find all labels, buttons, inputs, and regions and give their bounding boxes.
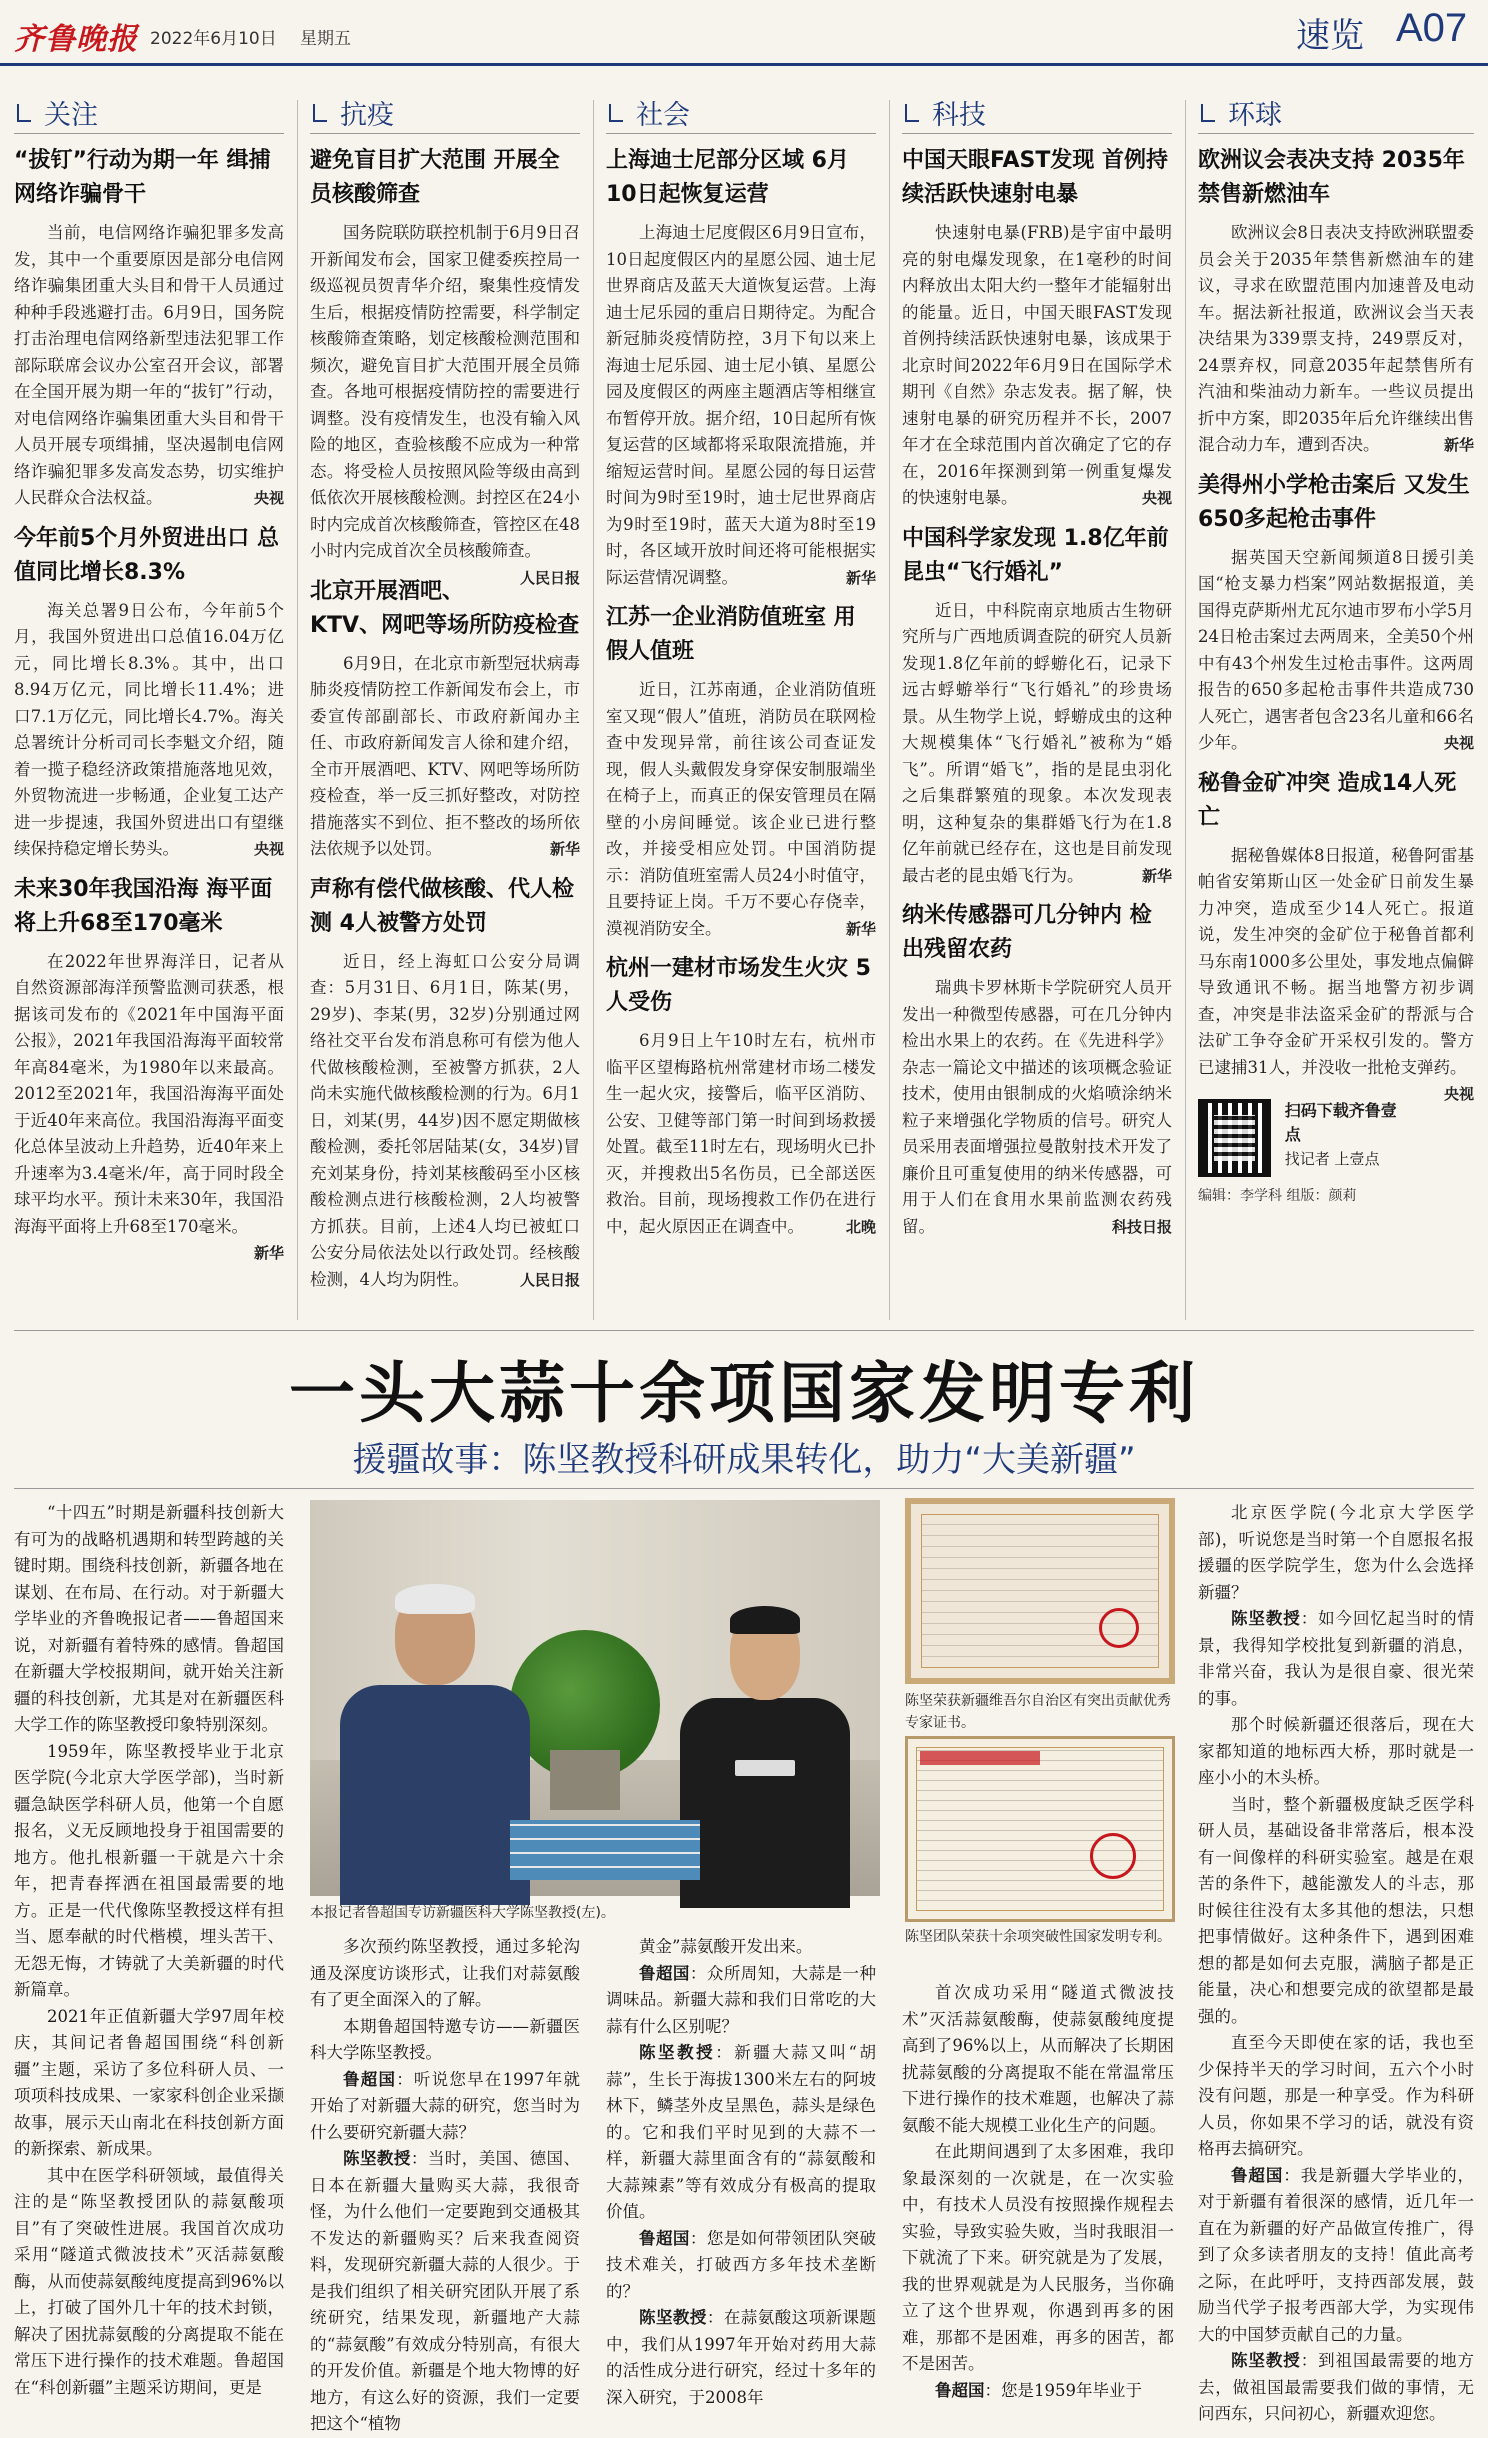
feature-paragraph: 多次预约陈坚教授，通过多轮沟通及深度访谈形式，让我们对蒜氨酸有了更全面深入的了解。 bbox=[310, 1937, 580, 2009]
article-body bbox=[310, 220, 580, 587]
corner-mark-icon bbox=[902, 104, 920, 122]
article-body bbox=[902, 220, 1172, 512]
column-heading bbox=[1198, 92, 1474, 134]
article-text: 海关总署9日公布，今年前5个月，我国外贸进出口总值16.04万亿元，同比增长8.3%。其中，出口8.94万亿元，同比增长11.4%；进口7.1万亿元，同比增长4.7%。海关总署统计分析司司长李魁文介绍，随着一揽子稳经济政策措施落地见效，外贸物流进一步畅通，企业复工达产进一步提速，我国外贸进出口有望继续保持稳定增长势头。 bbox=[14, 600, 284, 858]
article-text: 快速射电暴(FRB)是宇宙中最明亮的射电爆发现象，在1毫秒的时间内释放出太阳大约一整年才能辐射出的能量。近日，中国天眼FAST发现首例持续活跃快速射电暴，该成果于北京时间2022年6月9日在国际学术期刊《自然》杂志发表。据了解，快速射电暴的研究历程并不长，2007年才在全球范围内首次确定了它的存在，2016年探测到第一例重复爆发的快速射电暴。 bbox=[902, 223, 1172, 507]
article-text: 欧洲议会8日表决支持欧洲联盟委员会关于2035年禁售新燃油车的建议，寻求在欧盟范围内加速普及电动车。据法新社报道，欧洲议会当天表决结果为339票支持，249票反对，24票弃权，同意2035年起禁售所有汽油和柴油动力新车。一些议员提出折中方案，即2035年后允许继续出售混合动力车，遭到否决。 bbox=[1198, 223, 1474, 454]
column-society bbox=[606, 92, 876, 1328]
issue-date: 2022年6月10日 bbox=[150, 29, 277, 49]
article-title: 中国天眼FAST发现 首例持续活跃快速射电暴 bbox=[902, 148, 1169, 207]
article-body bbox=[14, 949, 284, 1262]
article-body bbox=[606, 1028, 876, 1240]
column-heading-label: 关注 bbox=[44, 100, 98, 131]
issue-weekday: 星期五 bbox=[300, 29, 351, 49]
column-epidemic bbox=[310, 92, 580, 1328]
column-heading-label: 抗疫 bbox=[340, 100, 394, 131]
article-title: 杭州一建材市场发生火灾 5人受伤 bbox=[606, 956, 871, 1015]
article-text: 近日，江苏南通，企业消防值班室又现“假人”值班，消防员在联网检查中发现异常，前往该公司查证发现，假人头戴假发身穿保安制服端坐在椅子上，而真正的保安管理员在隔壁的小房间睡觉。该企业已进行整改，并接受相应处罚。中国消防提示：消防值班室需人员24小时值守，且要持证上岗。千万不要心存侥幸，漠视消防安全。 bbox=[606, 680, 876, 938]
corner-mark-icon bbox=[606, 104, 624, 122]
qr-promo bbox=[1198, 1099, 1403, 1177]
article-title: 上海迪士尼部分区域 6月10日起恢复运营 bbox=[606, 148, 849, 207]
article-title: 未来30年我国沿海 海平面将上升68至170毫米 bbox=[14, 876, 273, 936]
article-text: 当前，电信网络诈骗犯罪多发高发，其中一个重要原因是部分电信网络诈骗集团重大头目和骨干人员通过种种手段逃避打击。6月9日，国务院打击治理电信网络新型违法犯罪工作部际联席会议办公室召开会议，部署在全国开展为期一年的“拔钉”行动，对电信网络诈骗集团重大头目和骨干人员开展专项缉捕，坚决遏制电信网络诈骗犯罪多发高发态势，切实维护人民群众合法权益。 bbox=[14, 223, 284, 507]
masthead bbox=[0, 0, 1488, 66]
feature-paragraph: 鲁超国：您是如何带领团队突破技术难关，打破西方多年技术垄断的？ bbox=[606, 2228, 877, 2301]
article-title: 避免盲目扩大范围 开展全员核酸筛查 bbox=[310, 148, 560, 207]
column-technology bbox=[902, 92, 1172, 1328]
article-title: 欧洲议会表决支持 2035年禁售新燃油车 bbox=[1198, 148, 1465, 207]
interview-photo bbox=[310, 1500, 880, 1896]
patent-certificate-photo bbox=[905, 1736, 1175, 1922]
speaker-label: 鲁超国 bbox=[935, 2380, 985, 2400]
column-divider bbox=[1185, 100, 1186, 1320]
article-body bbox=[14, 598, 284, 863]
article-title: 美得州小学枪击案后 又发生650多起枪击事件 bbox=[1198, 472, 1470, 532]
article-text: 6月9日上午10时左右，杭州市临平区望梅路杭州常建材市场二楼发生一起火灾，接警后，临平区消防、公安、卫健等部门第一时间到场救援处置。截至11时左右，现场明火已扑灭，并搜救出5名伤员，已全部送医救治。目前，现场搜救工作仍在进行中，起火原因正在调查中。 bbox=[606, 1031, 876, 1236]
feature-paragraph: 2021年正值新疆大学97周年校庆，其间记者鲁超国围绕“科创新疆”主题，采访了多位科研人员、一项项科技成果、一家家科创企业采撷故事，展示天山南北在科技创新方面的新探索、新成果。 bbox=[14, 2006, 284, 2158]
speaker-label: 陈坚教授 bbox=[639, 2043, 716, 2062]
article-text: 据秘鲁媒体8日报道，秘鲁阿雷基帕省安第斯山区一处金矿日前发生暴力冲突，造成至少14人死亡。报道说，发生冲突的金矿位于秘鲁首都利马东南1000多公里处，事发地点偏僻导致通讯不畅。据当地警方初步调查，冲突是非法盗采金矿的帮派与合法矿工争夺金矿开采权引发的。警方已逮捕31人，并没收一批枪支弹药。 bbox=[1198, 845, 1474, 1077]
feature-paragraph: 直至今天即使在家的话，我也至少保持半天的学习时间，五六个小时没有问题，那是一种享受。作为科研人员，你如果不学习的话，就没有资格再去搞研究。 bbox=[1198, 2033, 1474, 2158]
speaker-label: 陈坚教授 bbox=[1231, 2351, 1301, 2370]
article-source: 北晚 bbox=[845, 1217, 876, 1236]
column-focus bbox=[14, 92, 284, 1328]
article-source: 新华 bbox=[549, 840, 580, 858]
professor-figure bbox=[340, 1590, 530, 1896]
article-title: 北京开展酒吧、KTV、网吧等场所防疫检查 bbox=[310, 578, 580, 638]
expert-certificate-photo bbox=[905, 1498, 1175, 1684]
column-heading-label: 科技 bbox=[932, 100, 986, 131]
article-text: 上海迪士尼度假区6月9日宣布，10日起度假区内的星愿公园、迪士尼世界商店及蓝天大道恢复运营。上海迪士尼乐园的重启日期待定。为配合新冠肺炎疫情防控，3月下旬以来上海迪士尼乐园、迪士尼小镇、星愿公园及度假区的两座主题酒店等相继宣布暂停开放。据介绍，10日起所有恢复运营的区域都将采取限流措施，并缩短运营时间。星愿公园的每日运营时间为9时至19时，迪士尼世界商店为9时至19时，蓝天大道为8时至19时，各区域开放时间还将可能根据实际运营情况调整。 bbox=[606, 223, 876, 587]
feature-paragraph: 鲁超国：众所周知，大蒜是一种调味品。新疆大蒜和我们日常吃的大蒜有什么区别呢？ bbox=[606, 1963, 877, 2036]
reporter-figure bbox=[680, 1610, 850, 1896]
article-text: 国务院联防联控机制于6月9日召开新闻发布会，国家卫健委疾控局一级巡视员贺青华介绍，聚集性疫情发生后，根据疫情防控需要，科学制定核酸筛查策略，划定核酸检测范围和频次，避免盲目扩大范围开展全员筛查。各地可根据疫情防控的需要进行调整。没有疫情发生，也没有输入风险的地区，查验核酸不应成为一种常态。将受检人员按照风险等级由高到低依次开展核酸检测。封控区在24小时内完成首次核酸筛查，管控区在48小时内完成首次全员核酸筛查。 bbox=[310, 223, 580, 560]
section-name: 速览 bbox=[1296, 16, 1364, 56]
speaker-label: 鲁超国 bbox=[1231, 2165, 1284, 2185]
feature-column-4 bbox=[902, 1980, 1174, 2400]
feature-divider bbox=[14, 1488, 1474, 1489]
feature-column-3 bbox=[606, 1934, 877, 2407]
column-heading bbox=[310, 92, 580, 134]
corner-mark-icon bbox=[1198, 104, 1216, 122]
article-title: 今年前5个月外贸进出口 总值同比增长8.3% bbox=[14, 525, 279, 585]
article-body bbox=[902, 975, 1172, 1240]
section-divider bbox=[14, 1330, 1474, 1331]
article-title: 中国科学家发现 1.8亿年前昆虫“飞行婚礼” bbox=[902, 525, 1169, 585]
column-global bbox=[1198, 92, 1474, 1328]
corner-mark-icon bbox=[14, 104, 32, 122]
speaker-label: 陈坚教授 bbox=[1231, 1609, 1301, 1628]
editor-credit: 编辑：李学科 组版：颜莉 bbox=[1198, 1188, 1357, 1204]
feature-paragraph: 首次成功采用“隧道式微波技术”灭活蒜氨酸酶，使蒜氨酸纯度提高到了96%以上，从而解决了长期困扰蒜氨酸的分离提取不能在常温常压下进行操作的技术难题，也解决了蒜氨酸不能大规模工业化生产的问题。 bbox=[902, 1983, 1174, 2135]
article-source: 新华 bbox=[1443, 436, 1474, 454]
feature-paragraph: 当时，整个新疆极度缺乏医学科研人员，基础设备非常落后，根本没有一间像样的科研实验室。越是在艰苦的条件下，越能激发人的斗志，那时候往往没有太多其他的想法，只想把事情做好。这种条件下，遇到困难想的都是如何去克服，满脑子都是正能量，决心和想要完成的欲望都是最强的。 bbox=[1198, 1794, 1474, 2026]
column-heading-label: 环球 bbox=[1228, 100, 1282, 131]
article-body bbox=[1198, 220, 1474, 459]
newspaper-logo: 齐鲁晚报 bbox=[14, 22, 138, 57]
article-source: 科技日报 bbox=[1111, 1217, 1172, 1236]
column-heading-label: 社会 bbox=[636, 100, 690, 131]
article-source: 央视 bbox=[253, 489, 284, 507]
article-body bbox=[606, 677, 876, 942]
speaker-label: 陈坚教授 bbox=[343, 2149, 411, 2168]
column-heading bbox=[606, 92, 876, 134]
column-divider bbox=[593, 100, 594, 1320]
article-source: 央视 bbox=[253, 840, 284, 858]
article-body bbox=[310, 651, 580, 863]
qr-code-icon[interactable] bbox=[1198, 1099, 1271, 1177]
article-text: 瑞典卡罗林斯卡学院研究人员开发出一种微型传感器，可在几分钟内检出水果上的农药。在《先进科学》杂志一篇论文中描述的该项概念验证技术，使用由银制成的火焰喷涂纳米粒子来增强化学物质的信号。研究人员采用表面增强拉曼散射技术开发了廉价且可重复使用的纳米传感器，可用于人们在食用水果前监测农药残留。 bbox=[902, 978, 1172, 1236]
feature-paragraph: 那个时候新疆还很落后，现在大家都知道的地标西大桥，那时就是一座小小的木头桥。 bbox=[1198, 1715, 1474, 1787]
speaker-label: 鲁超国 bbox=[343, 2069, 397, 2089]
article-text: 据英国天空新闻频道8日援引美国“枪支暴力档案”网站数据报道，美国得克萨斯州尤瓦尔迪市罗布小学5月24日枪击案过去两周来，全美50个州中有43个州发生过枪击事件。这两周报告的650多起枪击事件共造成730人死亡，遇害者包含23名儿童和66名少年。 bbox=[1198, 547, 1474, 752]
article-body bbox=[606, 220, 876, 591]
article-title: “拔钉”行动为期一年 缉捕网络诈骗骨干 bbox=[14, 148, 271, 207]
speaker-label: 鲁超国 bbox=[639, 2228, 690, 2248]
article-title: 纳米传感器可几分钟内 检出残留农药 bbox=[902, 903, 1152, 962]
article-source: 新华 bbox=[1141, 866, 1172, 885]
feature-paragraph: 陈坚教授：当时，美国、德国、日本在新疆大量购买大蒜，我很奇怪，为什么他们一定要跑到交通极其不发达的新疆购买？后来我查阅资料，发现研究新疆大蒜的人很少。于是我们组织了相关研究团队开展了系统研究，结果发现，新疆地产大蒜的“蒜氨酸”有效成分特别高，有很大的开发价值。新疆是个地大物博的好地方，有这么好的资源，我们一定要把这个“植物 bbox=[310, 2149, 581, 2433]
feature-paragraph: 陈坚教授：在蒜氨酸这项新课题中，我们从1997年开始对药用大蒜的活性成分进行研究，经过十多年的深入研究，于2008年 bbox=[606, 2308, 877, 2407]
feature-paragraph: “十四五”时期是新疆科技创新大有可为的战略机遇期和转型跨越的关键时期。围绕科技创新，新疆各地在谋划、在布局、在行动。对于新疆大学毕业的齐鲁晚报记者——鲁超国来说，对新疆有着特殊的感情。鲁超国在新疆大学校报期间，就开始关注新疆的科技创新，尤其是对在新疆医科大学工作的陈坚教授印象特别深刻。 bbox=[14, 1503, 284, 1734]
article-source: 新华 bbox=[845, 919, 876, 938]
feature-paragraph: 本期鲁超国特邀专访——新疆医科大学陈坚教授。 bbox=[310, 2016, 580, 2062]
feature-subheadline: 援疆故事：陈坚教授科研成果转化，助力“大美新疆” bbox=[352, 1440, 1136, 1480]
feature-paragraph: 鲁超国：听说您早在1997年就开始了对新疆大蒜的研究，您当时为什么要研究新疆大蒜？ bbox=[310, 2069, 580, 2142]
patent-caption: 陈坚团队荣获十余项突破性国家发明专利。 bbox=[905, 1929, 1171, 1945]
article-title: 江苏一企业消防值班室 用假人值班 bbox=[606, 605, 856, 664]
article-text: 6月9日，在北京市新型冠状病毒肺炎疫情防控工作新闻发布会上，市委宣传部副部长、市政府新闻办主任、市政府新闻发言人徐和建介绍，全市开展酒吧、KTV、网吧等场所防疫检查，举一反三抓好整改，对防控措施落实不到位、拒不整改的场所依法依规予以处罚。 bbox=[310, 653, 580, 858]
article-source: 人民日报 bbox=[519, 568, 580, 587]
column-heading bbox=[902, 92, 1172, 134]
feature-paragraph: 1959年，陈坚教授毕业于北京医学院(今北京大学医学部)，当时新疆急缺医学科研人员，他第一个自愿报名，义无反顾地投身于祖国需要的地方。他扎根新疆一干就是六十余年，把青春挥洒在祖国最需要的地方。正是一代代像陈坚教授这样有担当、愿奉献的时代楷模，埋头苦干、无怨无悔，才铸就了大美新疆的时代新篇章。 bbox=[14, 1741, 284, 1999]
article-title: 声称有偿代做核酸、代人检测 4人被警方处罚 bbox=[310, 876, 575, 936]
feature-paragraph: 鲁超国：您是1959年毕业于 bbox=[935, 2380, 1142, 2400]
feature-paragraph: 鲁超国：我是新疆大学毕业的，对于新疆有着很深的感情，近几年一直在为新疆的好产品做宣传推广，得到了众多读者朋友的支持！值此高考之际，在此呼吁，支持西部发展，鼓励当代学子报考西部大学，为实现伟大的中国梦贡献自己的力量。 bbox=[1198, 2165, 1475, 2344]
article-text: 近日，经上海虹口公安分局调查：5月31日、6月1日，陈某(男，29岁)、李某(男，32岁)分别通过网络社交平台发布消息称可有偿为他人代做核酸检测，至被警方抓获，2人尚未实施代做核酸检测的行为。6月1日，刘某(男，44岁)因不愿定期做核酸检测，委托邻居陆某(女，34岁)冒充刘某身份，持刘某核酸码至小区核酸检测点进行核酸检测，2人均被警方抓获。目前，上述4人均已被虹口公安分局依法处以行政处罚。经核酸检测，4人均为阴性。 bbox=[310, 951, 580, 1289]
article-source: 新华 bbox=[253, 1244, 284, 1262]
article-source: 人民日报 bbox=[519, 1270, 580, 1289]
qr-text bbox=[1285, 1099, 1403, 1171]
feature-paragraph: 陈坚教授：新疆大蒜又叫“胡蒜”，生长于海拔1300米左右的阿坡林下，鳞茎外皮呈黑色，蒜头是绿色的。它和我们平时见到的大蒜不一样，新疆大蒜里面含有的“蒜氨酸和大蒜辣素”等有效成分有极高的提取价值。 bbox=[606, 2043, 876, 2221]
feature-paragraph: 其中在医学科研领域，最值得关注的是“陈坚教授团队的蒜氨酸项目”有了突破性进展。我国首次成功采用“隧道式微波技术”灭活蒜氨酸酶，从而使蒜氨酸纯度提高到96%以上，打破了国外几十年的技术封锁，解决了困扰蒜氨酸的分离提取不能在常压下进行操作的技术难题。鲁超国在“科创新疆”主题采访期间，更是 bbox=[14, 2165, 284, 2397]
feature-headline: 一头大蒜十余项国家发明专利 bbox=[289, 1354, 1199, 1432]
qr-subtitle: 找记者 上壹点 bbox=[1284, 1150, 1380, 1168]
photo-caption: 本报记者鲁超国专访新疆医科大学陈坚教授(左)。 bbox=[310, 1905, 615, 1921]
article-body bbox=[14, 220, 284, 512]
feature-paragraph: 北京医学院(今北京大学医学部)，听说您是当时第一个自愿报名报援疆的医学院学生，您为什么会选择新疆？ bbox=[1198, 1503, 1474, 1602]
books-stack bbox=[510, 1820, 700, 1880]
feature-column-1 bbox=[14, 1500, 284, 2395]
feature-column-5 bbox=[1198, 1500, 1475, 2423]
corner-mark-icon bbox=[310, 104, 328, 122]
article-body bbox=[902, 598, 1172, 890]
article-text: 在2022年世界海洋日，记者从自然资源部海洋预警监测司获悉，根据该司发布的《2021年中国海平面公报》，2021年我国沿海海平面较常年高84毫米，为1980年以来最高。2012至2021年，我国沿海海平面处于近40年来高位。我国沿海海平面变化总体呈波动上升趋势，近40年来上升速率为3.4毫米/年，高于同时段全球平均水平。预计未来30年，我国沿海海平面将上升68至170毫米。 bbox=[14, 951, 284, 1236]
column-divider bbox=[889, 100, 890, 1320]
article-body bbox=[310, 949, 580, 1294]
speaker-label: 陈坚教授 bbox=[639, 2308, 707, 2327]
article-source: 央视 bbox=[1443, 1085, 1474, 1103]
qr-title: 扫码下载齐鲁壹点 bbox=[1284, 1101, 1397, 1144]
feature-paragraph: 陈坚教授：到祖国最需要的地方去，做祖国最需要我们做的事情，无问西东，只问初心，新疆欢迎您。 bbox=[1198, 2351, 1475, 2423]
article-source: 央视 bbox=[1141, 489, 1172, 507]
article-body bbox=[1198, 545, 1474, 757]
column-heading bbox=[14, 92, 284, 134]
article-body bbox=[1198, 843, 1474, 1103]
feature-column-2 bbox=[310, 1934, 581, 2433]
column-divider bbox=[297, 100, 298, 1320]
feature-paragraph: 在此期间遇到了太多困难，我印象最深刻的一次就是，在一次实验中，有技术人员没有按照操作规程去实验，导致实验失败，当时我眼泪一下就流了下来。研究就是为了发展，我的世界观就是为人民服务，当你确立了这个世界观，你遇到再多的困难，那都不是困难，再多的困苦，都不是困苦。 bbox=[902, 2142, 1174, 2373]
feature-paragraph: 黄金”蒜氨酸开发出来。 bbox=[639, 1937, 813, 1956]
article-source: 央视 bbox=[1443, 734, 1474, 752]
speaker-label: 鲁超国 bbox=[639, 1963, 690, 1983]
article-text: 近日，中科院南京地质古生物研究所与广西地质调查院的研究人员新发现1.8亿年前的蜉蝣化石，记录下远古蜉蝣举行“飞行婚礼”的珍贵场景。从生物学上说，蜉蝣成虫的这种大规模集体“飞行婚礼”被称为“婚飞”。所谓“婚飞”，指的是昆虫羽化之后集群繁殖的现象。本次发现表明，这种复杂的集群婚飞行为在1.8亿年前就已经存在，这也是目前发现最古老的昆虫婚飞行为。 bbox=[902, 600, 1172, 885]
article-source: 新华 bbox=[845, 568, 876, 587]
feature-paragraph: 陈坚教授：如今回忆起当时的情景，我得知学校批复到新疆的消息，非常兴奋，我认为是很自豪、很光荣的事。 bbox=[1198, 1609, 1475, 1708]
certificate-caption: 陈坚荣获新疆维吾尔自治区有突出贡献优秀专家证书。 bbox=[905, 1693, 1171, 1731]
page-number: A07 bbox=[1396, 6, 1468, 50]
article-title: 秘鲁金矿冲突 造成14人死亡 bbox=[1198, 770, 1457, 830]
